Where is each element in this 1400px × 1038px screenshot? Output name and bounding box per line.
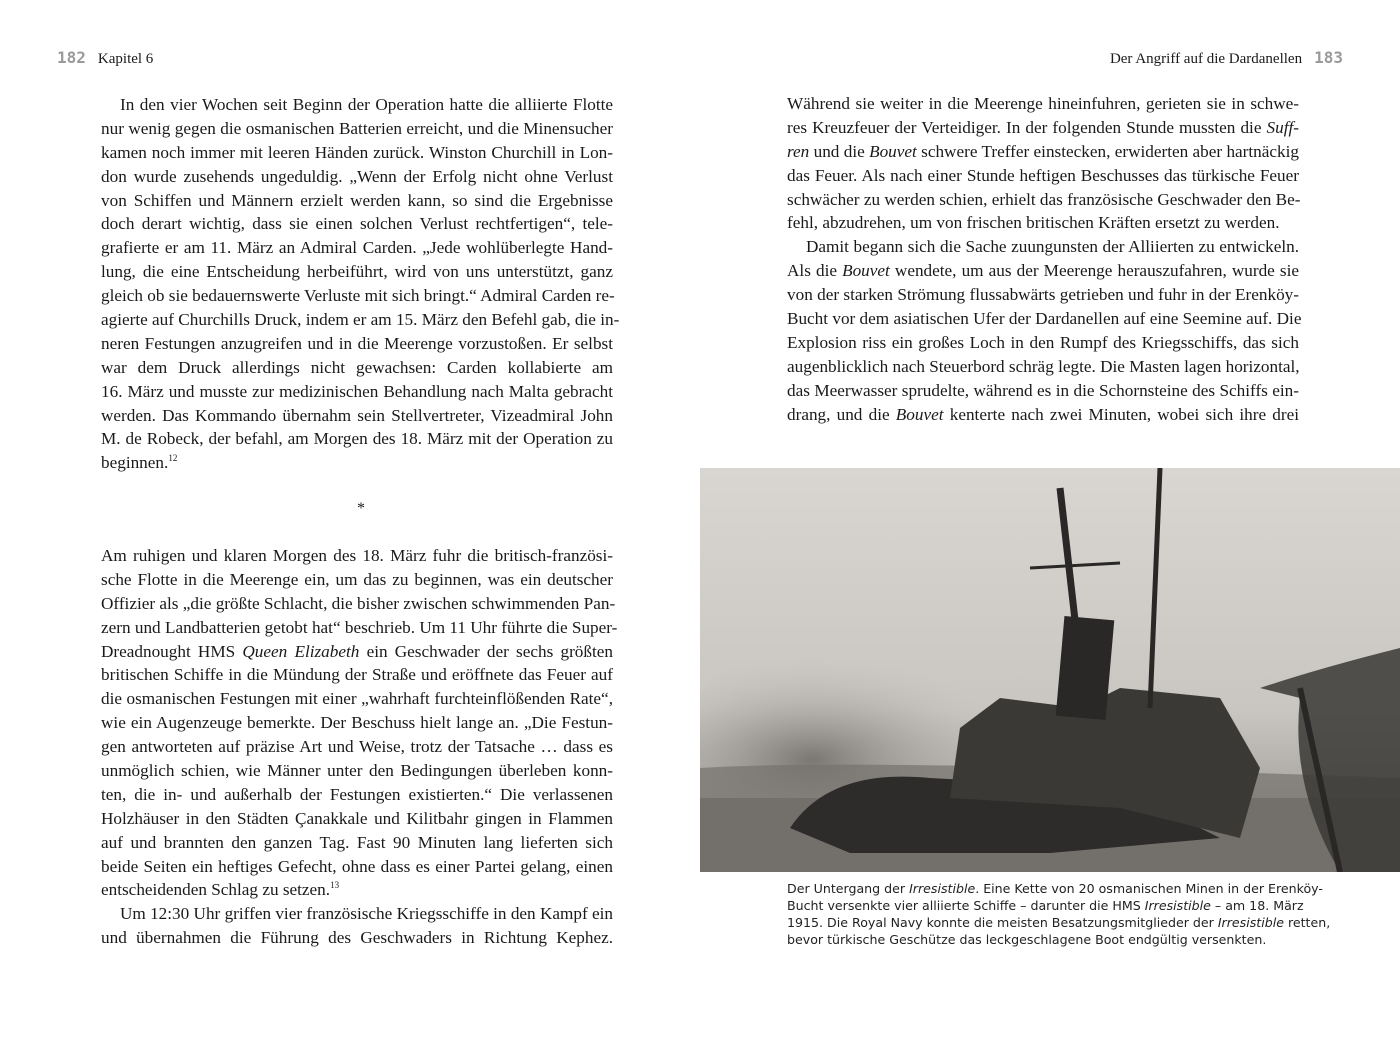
photo-caption <box>787 880 1331 948</box>
text-line <box>101 141 613 165</box>
page-number-left: 182 <box>57 48 86 67</box>
text-run[interactable]: von Schiffen und Männern erzielt werden kann, so sind die Ergebnisse <box>101 190 613 210</box>
text-run[interactable]: . Eine Kette von 20 osmanischen Minen in der Erenköy- <box>975 881 1323 896</box>
text-line <box>101 284 613 308</box>
text-line <box>787 914 1331 931</box>
text-run[interactable]: nur wenig gegen die osmanischen Batterien erreicht, und die Minensucher <box>101 118 613 138</box>
text-run[interactable]: 16. März und musste zur medizinischen Behandlung nach Malta gebracht <box>101 381 613 401</box>
text-line <box>101 308 620 332</box>
right-running-head <box>1110 48 1343 68</box>
text-line <box>101 616 618 640</box>
text-line <box>101 831 613 855</box>
text-line <box>101 260 613 284</box>
text-line <box>787 403 1299 427</box>
text-run[interactable]: sche Flotte in die Meerenge ein, um das zu beginnen, was ein deutscher <box>101 569 613 589</box>
text-run[interactable]: britischen Schiffe in die Mündung der Straße und eröffnete das Feuer auf <box>101 665 613 685</box>
text-line <box>787 211 1299 235</box>
text-run[interactable]: drang, und die <box>787 404 896 424</box>
text-run[interactable]: grafierte er am 11. März an Admiral Carden. „Jede wohlüberlegte Hand- <box>101 238 613 258</box>
footnote-ref[interactable]: 13 <box>330 880 340 891</box>
italic-run: Bouvet <box>895 404 944 424</box>
text-run[interactable]: schwere Treffer einstecken, erwiderten aber hartnäckig <box>916 141 1299 161</box>
left-running-head <box>57 48 153 68</box>
text-run[interactable]: bevor türkische Geschütze das leckgeschlagene Boot endgültig versenkten. <box>787 932 1267 947</box>
text-run[interactable]: 1915. Die Royal Navy konnte die meisten Besatzungsmitglieder der <box>787 915 1218 930</box>
text-line <box>787 140 1299 164</box>
text-run[interactable]: Dreadnought HMS <box>101 641 243 661</box>
italic-run: ren <box>787 141 810 161</box>
text-line <box>101 404 613 428</box>
text-line <box>787 164 1299 188</box>
text-run[interactable]: agierte auf Churchills Druck, indem er am 15. März den Befehl gab, die in- <box>101 310 620 330</box>
text-run[interactable]: fehl, abzudrehen, um von frischen britischen Kräften ersetzt zu werden. <box>787 213 1280 233</box>
text-line <box>101 878 613 902</box>
italic-run: Irresistible <box>909 881 976 896</box>
text-run[interactable]: Offizier als „die größte Schlacht, die bisher zwischen schwimmenden Pan- <box>101 593 616 613</box>
italic-run: Irresistible <box>1217 915 1284 930</box>
text-line <box>101 783 613 807</box>
text-line <box>101 356 613 380</box>
text-line <box>787 880 1323 897</box>
text-line <box>101 451 613 475</box>
text-run[interactable]: augenblicklich nach Steuerbord schräg legte. Die Masten lagen horizontal, <box>787 356 1300 376</box>
text-run[interactable]: werden. Das Kommando übernahm sein Stellvertreter, Vizeadmiral John <box>101 405 613 425</box>
text-run[interactable]: auf und brannten den ganzen Tag. Fast 90 Minuten lang lieferten sich <box>101 832 613 852</box>
text-run[interactable]: entscheidenden Schlag zu setzen. <box>101 880 331 900</box>
text-run[interactable]: Als die <box>787 261 843 281</box>
text-run[interactable]: Bucht versenkte vier alliierte Schiffe – darunter die HMS <box>787 898 1145 913</box>
text-run[interactable]: ten, die in- und außerhalb der Festungen existierten.“ Die verlassenen <box>101 784 613 804</box>
italic-run: Bouvet <box>842 261 890 281</box>
text-line <box>101 189 613 213</box>
text-run[interactable]: zern und Landbatterien getobt hat“ beschrieb. Um 11 Uhr führte die Super- <box>101 617 618 637</box>
text-run[interactable]: lung, die eine Entscheidung herbeiführt, wird von uns unterstützt, ganz <box>101 262 613 282</box>
text-run[interactable]: kenterte nach zwei Minuten, wobei sich ihre drei <box>943 404 1299 424</box>
photo-sinking-ship <box>700 468 1400 872</box>
text-run[interactable]: ein Geschwader der sechs größten <box>359 641 613 661</box>
text-run[interactable]: war dem Druck allerdings nicht gewachsen: Carden kollabierte am <box>101 357 613 377</box>
text-run[interactable]: Holzhäuser in den Städten Çanakkale und Kilitbahr gingen in Flammen <box>101 808 613 828</box>
text-line <box>787 307 1302 331</box>
text-run[interactable]: kamen noch immer mit leeren Händen zurück. Winston Churchill in Lon- <box>101 142 613 162</box>
italic-run: Suff- <box>1266 117 1299 137</box>
footnote-ref[interactable]: 12 <box>168 453 178 464</box>
text-run[interactable]: und die <box>809 141 870 161</box>
text-run[interactable]: wendete, um aus der Meerenge herauszufahren, wurde sie <box>889 261 1299 281</box>
text-line <box>101 735 613 759</box>
text-line <box>101 117 613 141</box>
text-line <box>787 379 1299 403</box>
chapter-title: Kapitel 6 <box>97 51 154 67</box>
text-run[interactable]: M. de Robeck, der befahl, am Morgen des 18. März mit der Operation zu <box>101 429 613 449</box>
text-line <box>101 212 613 236</box>
text-line <box>101 544 613 568</box>
text-run[interactable]: das Meerwasser sprudelte, während es in die Schornsteine des Schiffs ein- <box>787 380 1299 400</box>
text-run[interactable]: von der starken Strömung flussabwärts getrieben und fuhr in der Erenköy- <box>787 285 1299 305</box>
text-run[interactable]: und übernahmen die Führung des Geschwaders in Richtung Kephez. <box>101 928 613 948</box>
text-run[interactable]: Während sie weiter in die Meerenge hineinfuhren, gerieten sie in schwe- <box>787 94 1299 113</box>
text-run[interactable]: wie ein Augenzeuge bemerkte. Der Beschuss hielt lange an. „Die Festun- <box>101 713 613 733</box>
text-line <box>787 355 1299 379</box>
text-line <box>101 663 613 687</box>
text-run[interactable]: die osmanischen Festungen mit einer „wahrhaft furchteinflößenden Rate“, <box>101 689 613 709</box>
text-line <box>787 331 1299 355</box>
text-run[interactable]: – am 18. März <box>1210 898 1304 913</box>
text-run[interactable]: Explosion riss ein großes Loch in den Rumpf des Kriegsschiffs, das sich <box>787 332 1299 352</box>
text-line <box>787 235 1299 259</box>
text-run[interactable]: Um 12:30 Uhr griffen vier französische Kriegsschiffe in den Kampf ein <box>120 904 613 924</box>
right-column <box>787 92 1302 426</box>
text-line <box>101 332 613 356</box>
text-line <box>787 116 1299 140</box>
text-line <box>101 902 613 926</box>
text-run[interactable]: Am ruhigen und klaren Morgen des 18. März fuhr die britisch-französi- <box>101 546 613 565</box>
text-line <box>787 897 1317 914</box>
paragraph <box>101 902 613 950</box>
text-line <box>101 807 613 831</box>
text-run[interactable]: schwächer zu werden schien, erhielt das französische Geschwader den Be- <box>787 189 1301 209</box>
text-run[interactable]: res Kreuzfeuer der Verteidiger. In der folgenden Stunde mussten die <box>787 117 1267 137</box>
page-number-right: 183 <box>1314 48 1343 67</box>
text-line <box>101 592 616 616</box>
text-run[interactable]: das Feuer. Als nach einer Stunde heftigen Beschusses das türkische Feuer <box>787 165 1299 185</box>
text-run[interactable]: beginnen. <box>101 453 169 473</box>
text-line <box>787 931 1317 948</box>
text-line <box>101 165 613 189</box>
text-line <box>101 926 613 950</box>
text-run[interactable]: Bucht vor dem asiatischen Ufer der Dardanellen auf eine Seemine auf. Die <box>787 309 1302 329</box>
text-line <box>101 855 613 879</box>
left-column <box>101 93 620 475</box>
text-line <box>101 236 613 260</box>
left-column-lower <box>101 544 618 950</box>
text-line <box>101 711 613 735</box>
section-title: Der Angriff auf die Dardanellen <box>1109 51 1303 67</box>
text-line <box>787 283 1299 307</box>
text-run[interactable]: Damit begann sich die Sache zuungunsten der Alliierten zu entwickeln. <box>806 237 1299 257</box>
text-run[interactable]: unmöglich schien, wie Männer unter den Bedingungen überleben konn- <box>101 761 613 781</box>
text-line <box>101 759 613 783</box>
paragraph <box>101 93 620 475</box>
text-line <box>101 380 613 404</box>
paragraph <box>787 92 1299 235</box>
italic-run: Bouvet <box>869 141 917 161</box>
text-run[interactable]: neren Festungen anzugreifen und in die Meerenge vorzustoßen. Er selbst <box>101 333 613 353</box>
text-run[interactable]: don wurde zusehends ungeduldig. „Wenn der Erfolg nicht ohne Verlust <box>101 166 613 186</box>
text-run[interactable]: retten, <box>1283 915 1331 930</box>
text-run[interactable]: gleich ob sie bedauernswerte Verluste mit sich bringt.“ Admiral Carden re- <box>101 286 615 306</box>
text-run[interactable]: Der Untergang der <box>787 881 910 896</box>
paragraph <box>787 235 1302 426</box>
text-run[interactable]: doch derart wichtig, dass sie einen solchen Verlust rechtfertigen“, tele- <box>101 214 613 234</box>
text-run[interactable]: In den vier Wochen seit Beginn der Operation hatte die alliierte Flotte <box>120 95 613 114</box>
text-line <box>101 427 613 451</box>
italic-run: Queen Elizabeth <box>242 641 360 661</box>
text-line <box>101 687 613 711</box>
text-line <box>787 259 1299 283</box>
text-line <box>101 93 613 117</box>
text-run[interactable]: beide Seiten ein heftiges Gefecht, ohne dass es einer Partei gelang, einen <box>101 856 613 876</box>
italic-run: Irresistible <box>1144 898 1211 913</box>
paragraph <box>101 544 618 902</box>
text-run[interactable]: gen antworteten auf präzise Art und Weise, trotz der Tatsache … dass es <box>101 737 613 757</box>
text-line <box>101 568 613 592</box>
section-break: * <box>357 500 365 517</box>
text-line <box>787 92 1299 116</box>
text-line <box>101 640 613 664</box>
text-line <box>787 188 1299 212</box>
